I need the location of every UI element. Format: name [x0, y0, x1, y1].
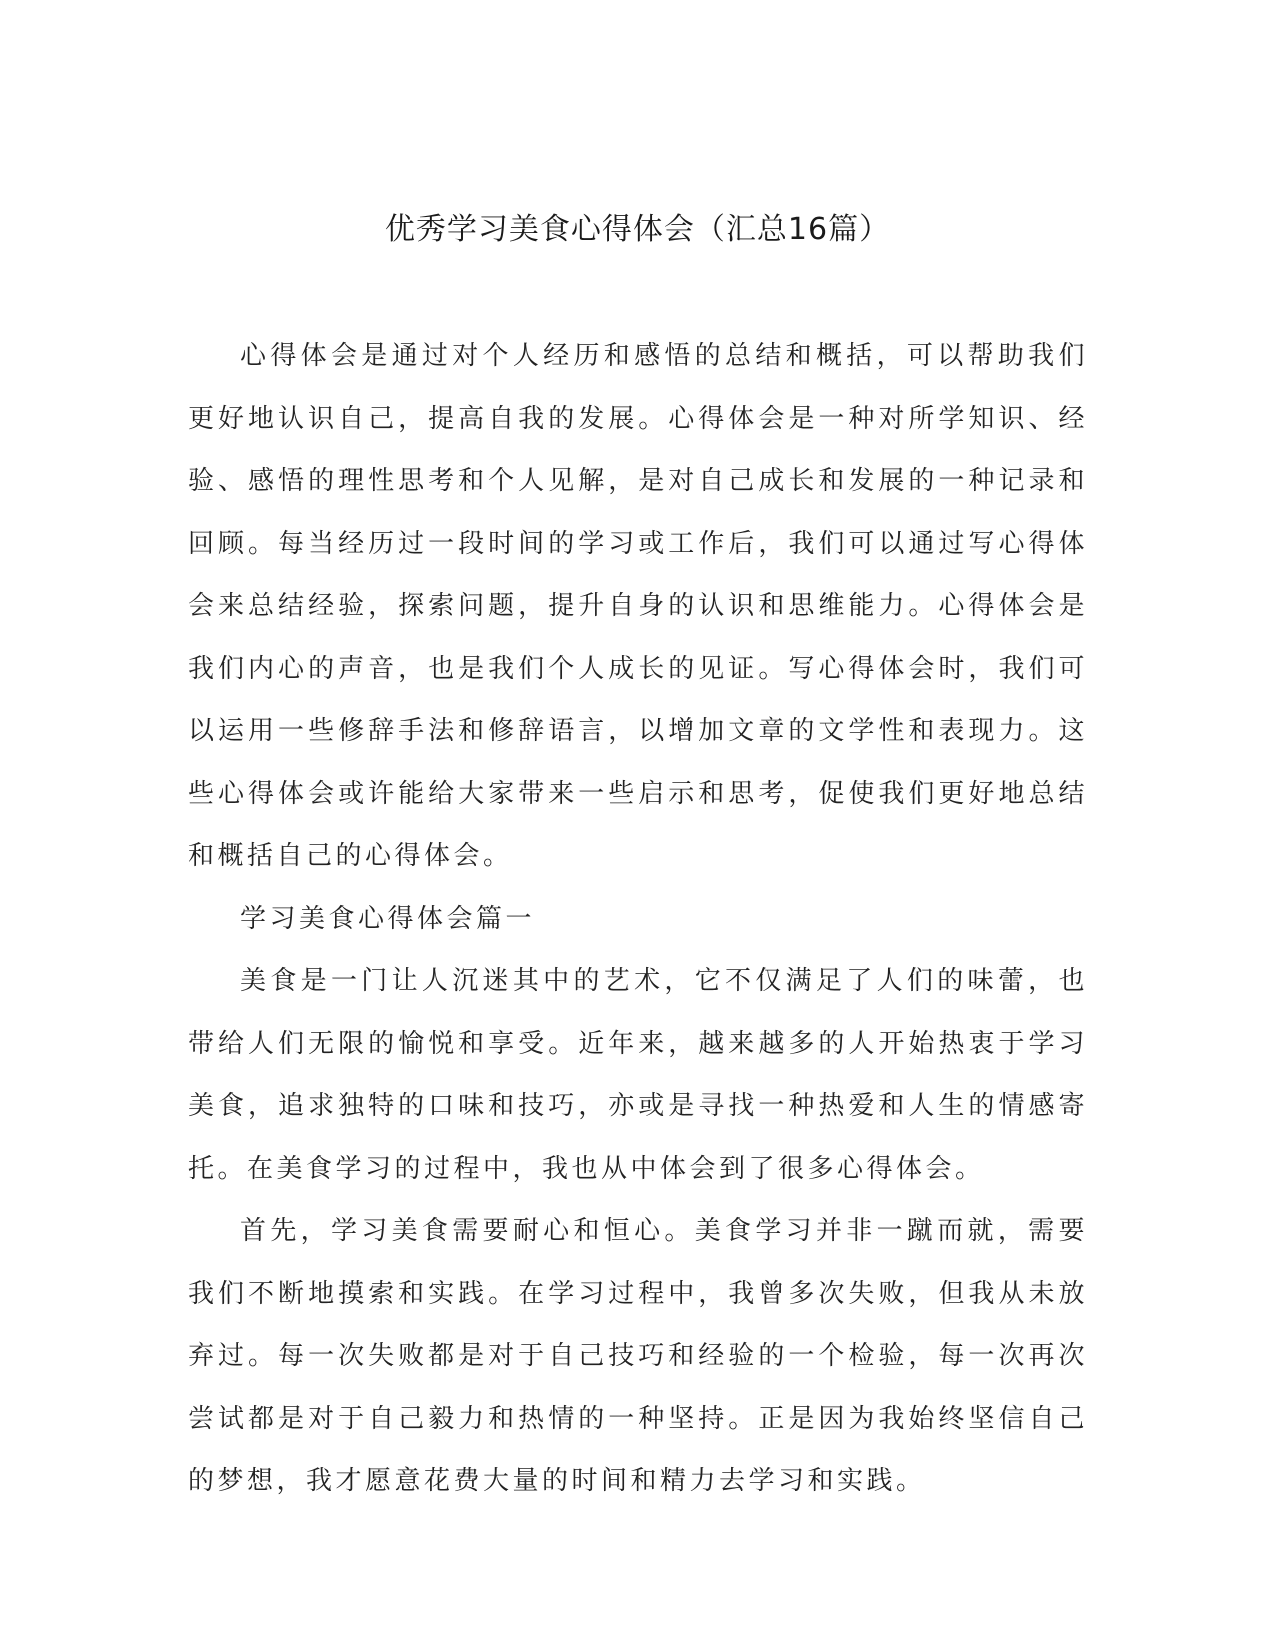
- section-heading: 学习美食心得体会篇一: [240, 903, 536, 934]
- intro-paragraph: 心得体会是通过对个人经历和感悟的总结和概括，可以帮助我们更好地认识自己，提高自我的发展。心得体会是一种对所学知识、经验、感悟的理性思考和个人见解，是对自己成长和发展的一种记录和回顾。每当经历过一段时间的学习或工作后，我们可以通过写心得体会来总结经验，探索问题，提升自身的认识和思维能力。心得体会是我们内心的声音，也是我们个人成长的见证。写心得体会时，我们可以运用一些修辞手法和修辞语言，以增加文章的文学性和表现力。这些心得体会或许能给大家带来一些启示和思考，促使我们更好地总结和概括自己的心得体会。: [188, 341, 1088, 871]
- section-paragraph-2: 首先，学习美食需要耐心和恒心。美食学习并非一蹴而就，需要我们不断地摸索和实践。在学习过程中，我曾多次失败，但我从未放弃过。每一次失败都是对于自己技巧和经验的一个检验，每一次再次尝试都是对于自己毅力和热情的一种坚持。正是因为我始终坚信自己的梦想，我才愿意花费大量的时间和精力去学习和实践。: [188, 1216, 1088, 1496]
- document-body: [188, 325, 1088, 1513]
- section-paragraph-1: 美食是一门让人沉迷其中的艺术，它不仅满足了人们的味蕾，也带给人们无限的愉悦和享受。近年来，越来越多的人开始热衷于学习美食，追求独特的口味和技巧，亦或是寻找一种热爱和人生的情感寄托。在美食学习的过程中，我也从中体会到了很多心得体会。: [188, 966, 1088, 1184]
- document-title: 优秀学习美食心得体会（汇总16篇）: [384, 212, 891, 247]
